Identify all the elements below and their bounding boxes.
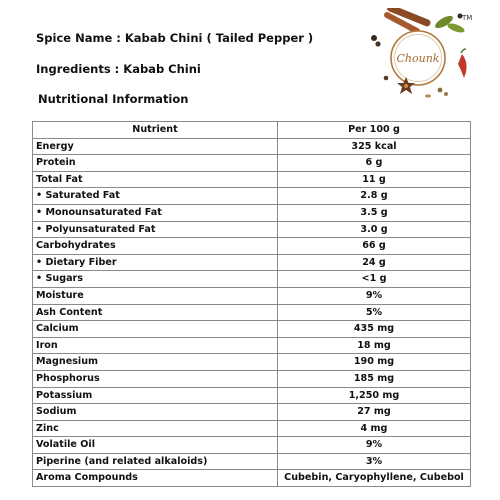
nutrient-cell: Calcium: [33, 321, 278, 338]
nutrient-cell: Magnesium: [33, 354, 278, 371]
table-row: [33, 155, 471, 172]
table-row: [33, 138, 471, 155]
table-row: [33, 304, 471, 321]
table-row: [33, 271, 471, 288]
nutrient-cell: • Sugars: [33, 271, 278, 288]
nutrient-cell: Ash Content: [33, 304, 278, 321]
nutrient-cell: • Monounsaturated Fat: [33, 204, 278, 221]
nutrition-table: [32, 121, 471, 487]
nutrient-cell: Iron: [33, 337, 278, 354]
spice-name-heading: Spice Name : Kabab Chini ( Tailed Pepper ): [36, 31, 314, 45]
value-cell: 24 g: [278, 254, 471, 271]
table-row: [33, 453, 471, 470]
value-cell: 4 mg: [278, 420, 471, 437]
brand-name: Chounk: [396, 52, 440, 65]
nutrient-cell: Phosphorus: [33, 370, 278, 387]
nutrient-cell: Potassium: [33, 387, 278, 404]
value-cell: 3.0 g: [278, 221, 471, 238]
value-cell: 325 kcal: [278, 138, 471, 155]
value-cell: 2.8 g: [278, 188, 471, 205]
nutrient-cell: Carbohydrates: [33, 238, 278, 255]
table-row: [33, 254, 471, 271]
nutrient-cell: Moisture: [33, 287, 278, 304]
value-cell: 3%: [278, 453, 471, 470]
nutrition-title: Nutritional Information: [38, 92, 189, 106]
table-row: [33, 321, 471, 338]
value-cell: 3.5 g: [278, 204, 471, 221]
nutrient-cell: • Dietary Fiber: [33, 254, 278, 271]
value-cell: 27 mg: [278, 404, 471, 421]
nutrient-cell: Energy: [33, 138, 278, 155]
nutrient-cell: Piperine (and related alkaloids): [33, 453, 278, 470]
nutrient-cell: • Polyunsaturated Fat: [33, 221, 278, 238]
table-row: [33, 437, 471, 454]
value-cell: 66 g: [278, 238, 471, 255]
nutrient-cell: Sodium: [33, 404, 278, 421]
table-row: [33, 171, 471, 188]
table-row: [33, 387, 471, 404]
table-row: [33, 221, 471, 238]
nutrient-cell: • Saturated Fat: [33, 188, 278, 205]
value-cell: <1 g: [278, 271, 471, 288]
value-cell: 435 mg: [278, 321, 471, 338]
ingredients-heading: Ingredients : Kabab Chini: [36, 62, 201, 76]
value-cell: 5%: [278, 304, 471, 321]
value-cell: 190 mg: [278, 354, 471, 371]
table-row: [33, 287, 471, 304]
table-row: [33, 420, 471, 437]
value-cell: 11 g: [278, 171, 471, 188]
table-row: [33, 470, 471, 487]
table-row: [33, 404, 471, 421]
value-cell: 9%: [278, 437, 471, 454]
column-header-nutrient: Nutrient: [33, 122, 278, 139]
table-row: [33, 354, 471, 371]
table-row: [33, 370, 471, 387]
table-header-row: [33, 122, 471, 139]
value-cell: 6 g: [278, 155, 471, 172]
chili-icon: [458, 49, 467, 78]
nutrient-cell: Total Fat: [33, 171, 278, 188]
table-row: [33, 188, 471, 205]
nutrient-cell: Volatile Oil: [33, 437, 278, 454]
value-cell: 185 mg: [278, 370, 471, 387]
value-cell: 18 mg: [278, 337, 471, 354]
table-row: [33, 204, 471, 221]
nutrient-cell: Zinc: [33, 420, 278, 437]
brand-logo: [366, 8, 478, 100]
table-row: [33, 238, 471, 255]
value-cell: Cubebin, Caryophyllene, Cubebol: [278, 470, 471, 487]
column-header-per-100g: Per 100 g: [278, 122, 471, 139]
value-cell: 1,250 mg: [278, 387, 471, 404]
nutrient-cell: Protein: [33, 155, 278, 172]
nutrient-cell: Aroma Compounds: [33, 470, 278, 487]
trademark-symbol: TM: [462, 14, 473, 22]
value-cell: 9%: [278, 287, 471, 304]
table-row: [33, 337, 471, 354]
